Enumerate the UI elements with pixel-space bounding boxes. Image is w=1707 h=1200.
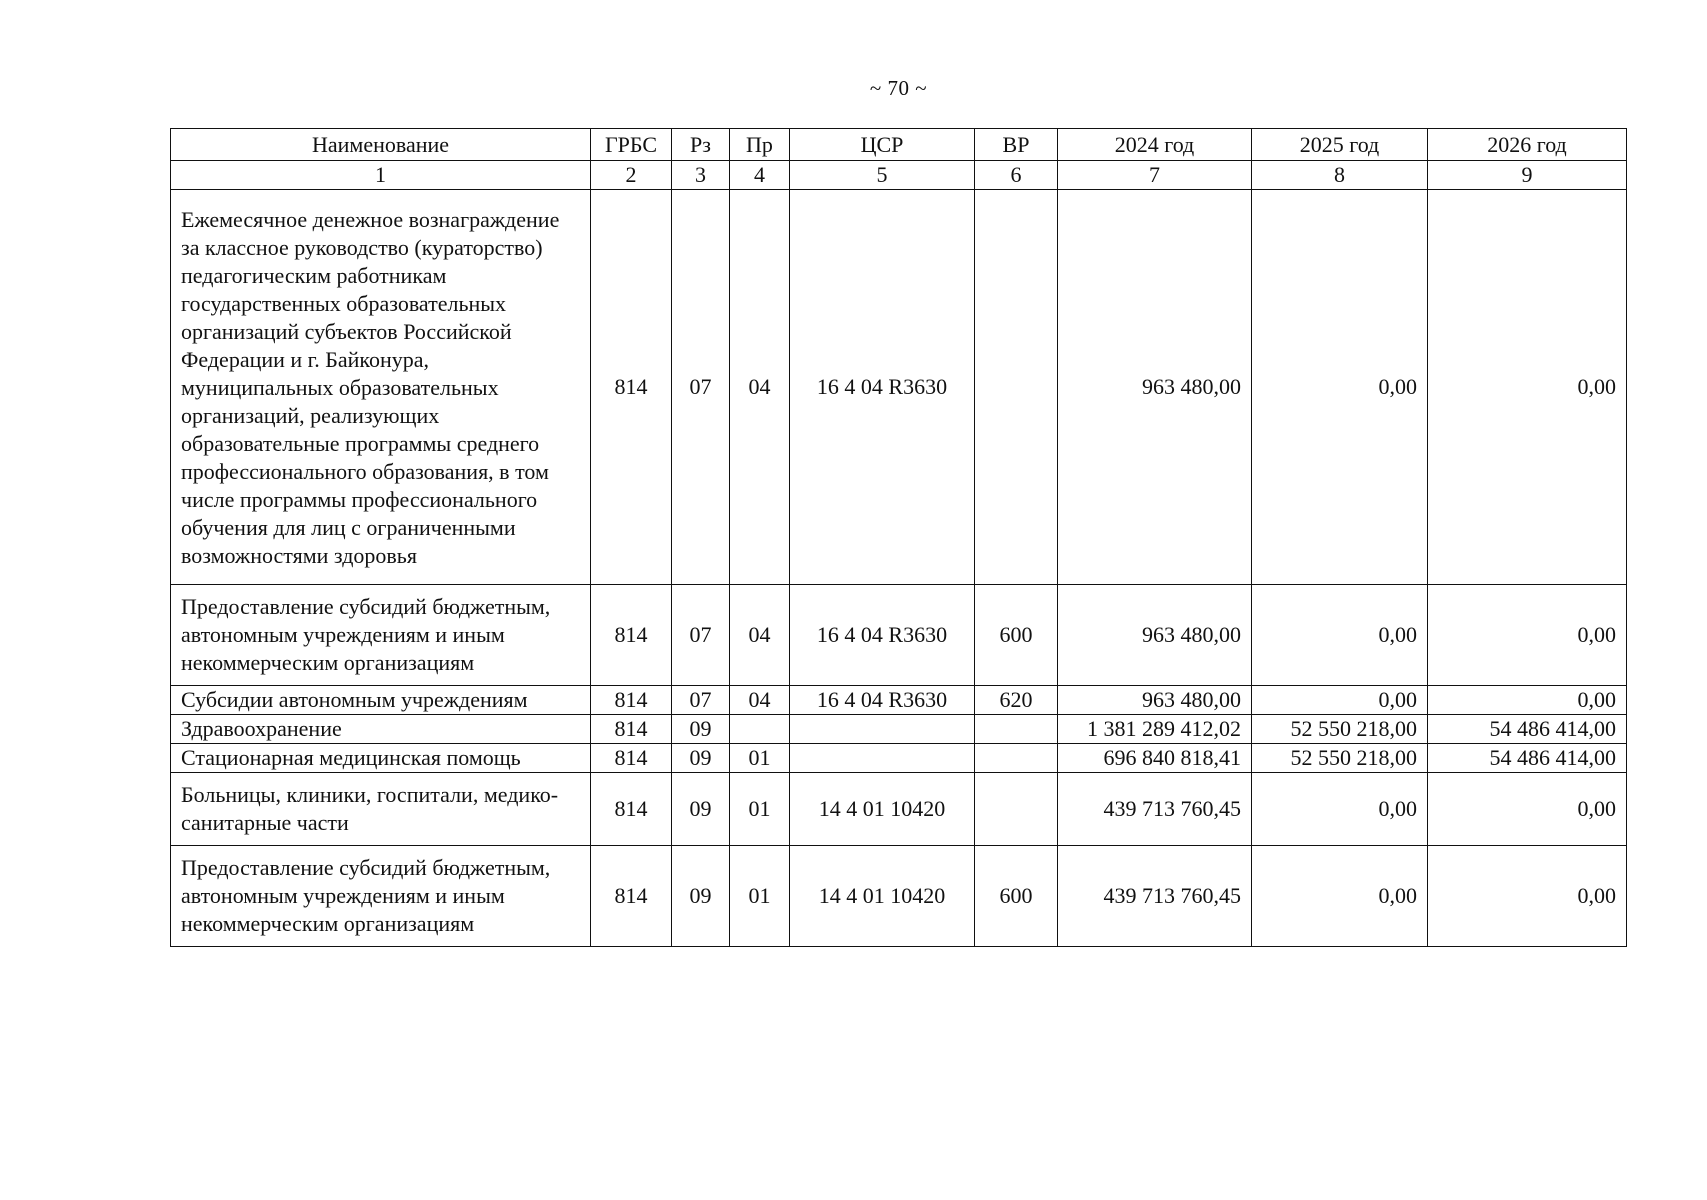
- header-rz: Рз: [672, 129, 730, 161]
- row-pr: 04: [730, 190, 790, 585]
- row-vr: 600: [975, 585, 1058, 686]
- row-vr: [975, 190, 1058, 585]
- row-2024: 439 713 760,45: [1058, 773, 1252, 846]
- row-pr: 01: [730, 744, 790, 773]
- row-2026: 0,00: [1428, 846, 1627, 947]
- row-2025: 0,00: [1252, 190, 1428, 585]
- row-2026: 0,00: [1428, 773, 1627, 846]
- row-pr: 04: [730, 585, 790, 686]
- row-2025: 52 550 218,00: [1252, 744, 1428, 773]
- row-name: Здравоохранение: [171, 715, 591, 744]
- row-2024: 696 840 818,41: [1058, 744, 1252, 773]
- column-number: 7: [1058, 161, 1252, 190]
- header-name: Наименование: [171, 129, 591, 161]
- row-rz: 09: [672, 773, 730, 846]
- row-2024: 1 381 289 412,02: [1058, 715, 1252, 744]
- row-2026: 54 486 414,00: [1428, 744, 1627, 773]
- row-vr: [975, 715, 1058, 744]
- row-vr: 600: [975, 846, 1058, 947]
- header-csr: ЦСР: [790, 129, 975, 161]
- row-2026: 0,00: [1428, 585, 1627, 686]
- column-number: 8: [1252, 161, 1428, 190]
- row-2026: 0,00: [1428, 190, 1627, 585]
- row-rz: 09: [672, 715, 730, 744]
- table-row: [171, 773, 1627, 846]
- row-grbs: 814: [591, 585, 672, 686]
- table-row: [171, 846, 1627, 947]
- row-2025: 0,00: [1252, 846, 1428, 947]
- row-grbs: 814: [591, 773, 672, 846]
- header-2025: 2025 год: [1252, 129, 1428, 161]
- row-grbs: 814: [591, 846, 672, 947]
- row-name: Предоставление субсидий бюджетным, автономным учреждениям и иным некоммерческим организациям: [171, 585, 591, 686]
- row-2026: 0,00: [1428, 686, 1627, 715]
- column-number: 2: [591, 161, 672, 190]
- row-2024: 963 480,00: [1058, 585, 1252, 686]
- row-grbs: 814: [591, 715, 672, 744]
- row-name: Больницы, клиники, госпитали, медико-санитарные части: [171, 773, 591, 846]
- row-grbs: 814: [591, 190, 672, 585]
- column-number-row: [171, 161, 1627, 190]
- header-pr: Пр: [730, 129, 790, 161]
- row-rz: 07: [672, 190, 730, 585]
- row-rz: 09: [672, 744, 730, 773]
- row-name: Субсидии автономным учреждениям: [171, 686, 591, 715]
- row-rz: 07: [672, 686, 730, 715]
- row-pr: 04: [730, 686, 790, 715]
- table-row: [171, 585, 1627, 686]
- row-name: Ежемесячное денежное вознаграждение за классное руководство (кураторство) педагогическим работникам государственных образовательных организаций субъектов Российской Федерации и г. Байконура, муниципальных образовательных организаций, реализующих образовательные программы среднего профессионального образования, в том числе программы профессионального обучения для лиц с ограниченными возможностями здоровья: [171, 190, 591, 585]
- row-grbs: 814: [591, 686, 672, 715]
- column-number: 3: [672, 161, 730, 190]
- row-csr: 14 4 01 10420: [790, 773, 975, 846]
- table-row: [171, 190, 1627, 585]
- page-number: ~ 70 ~: [869, 76, 928, 100]
- row-csr: 16 4 04 R3630: [790, 686, 975, 715]
- header-row: [171, 129, 1627, 161]
- header-2026: 2026 год: [1428, 129, 1627, 161]
- header-vr: ВР: [975, 129, 1058, 161]
- row-grbs: 814: [591, 744, 672, 773]
- table-row: [171, 686, 1627, 715]
- row-rz: 09: [672, 846, 730, 947]
- row-pr: [730, 715, 790, 744]
- row-pr: 01: [730, 846, 790, 947]
- row-rz: 07: [672, 585, 730, 686]
- row-2024: 963 480,00: [1058, 190, 1252, 585]
- table-row: [171, 744, 1627, 773]
- row-pr: 01: [730, 773, 790, 846]
- row-name: Стационарная медицинская помощь: [171, 744, 591, 773]
- column-number: 1: [171, 161, 591, 190]
- row-2024: 439 713 760,45: [1058, 846, 1252, 947]
- table-row: [171, 715, 1627, 744]
- row-csr: 14 4 01 10420: [790, 846, 975, 947]
- budget-table: [170, 128, 1627, 947]
- header-2024: 2024 год: [1058, 129, 1252, 161]
- row-csr: 16 4 04 R3630: [790, 190, 975, 585]
- row-name: Предоставление субсидий бюджетным, автономным учреждениям и иным некоммерческим организациям: [171, 846, 591, 947]
- row-vr: 620: [975, 686, 1058, 715]
- row-vr: [975, 773, 1058, 846]
- row-csr: [790, 715, 975, 744]
- row-vr: [975, 744, 1058, 773]
- column-number: 5: [790, 161, 975, 190]
- column-number: 6: [975, 161, 1058, 190]
- row-csr: [790, 744, 975, 773]
- row-2025: 0,00: [1252, 773, 1428, 846]
- row-csr: 16 4 04 R3630: [790, 585, 975, 686]
- row-2025: 0,00: [1252, 686, 1428, 715]
- column-number: 9: [1428, 161, 1627, 190]
- row-2024: 963 480,00: [1058, 686, 1252, 715]
- column-number: 4: [730, 161, 790, 190]
- header-grbs: ГРБС: [591, 129, 672, 161]
- row-2025: 52 550 218,00: [1252, 715, 1428, 744]
- row-2025: 0,00: [1252, 585, 1428, 686]
- row-2026: 54 486 414,00: [1428, 715, 1627, 744]
